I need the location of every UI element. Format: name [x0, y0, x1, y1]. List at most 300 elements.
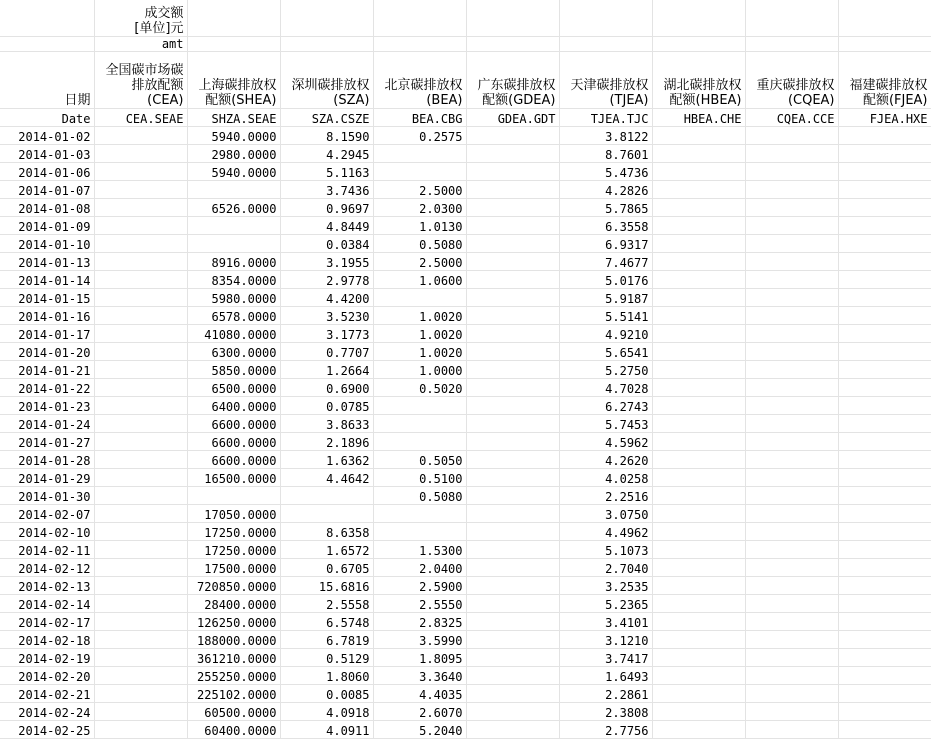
value-cell[interactable] [94, 325, 187, 343]
date-label-cn-cell[interactable]: 日期 [0, 52, 94, 109]
value-cell[interactable]: 3.8633 [280, 415, 373, 433]
value-cell[interactable]: 5.9187 [559, 289, 652, 307]
value-cell[interactable] [838, 163, 931, 181]
value-cell[interactable] [745, 361, 838, 379]
value-cell[interactable] [745, 631, 838, 649]
date-cell[interactable]: 2014-02-19 [0, 649, 94, 667]
value-cell[interactable]: 0.0085 [280, 685, 373, 703]
value-cell[interactable]: 2.7040 [559, 559, 652, 577]
value-cell[interactable] [838, 667, 931, 685]
value-cell[interactable] [652, 217, 745, 235]
value-cell[interactable] [652, 487, 745, 505]
value-cell[interactable] [838, 433, 931, 451]
date-cell[interactable]: 2014-02-18 [0, 631, 94, 649]
value-cell[interactable]: 5.4736 [559, 163, 652, 181]
value-cell[interactable] [466, 559, 559, 577]
value-cell[interactable]: 6300.0000 [187, 343, 280, 361]
value-cell[interactable] [745, 289, 838, 307]
value-cell[interactable]: 3.5990 [373, 631, 466, 649]
value-cell[interactable]: 0.0384 [280, 235, 373, 253]
date-cell[interactable]: 2014-01-21 [0, 361, 94, 379]
value-cell[interactable]: 0.6900 [280, 379, 373, 397]
value-cell[interactable] [94, 721, 187, 739]
cell-empty[interactable] [745, 0, 838, 37]
value-cell[interactable]: 2.0300 [373, 199, 466, 217]
value-cell[interactable] [745, 325, 838, 343]
value-cell[interactable] [466, 649, 559, 667]
date-cell[interactable]: 2014-02-24 [0, 703, 94, 721]
value-cell[interactable] [745, 163, 838, 181]
value-cell[interactable]: 5.1073 [559, 541, 652, 559]
value-cell[interactable] [745, 505, 838, 523]
value-cell[interactable] [466, 361, 559, 379]
value-cell[interactable] [838, 379, 931, 397]
value-cell[interactable] [94, 415, 187, 433]
value-cell[interactable]: 28400.0000 [187, 595, 280, 613]
value-cell[interactable] [745, 307, 838, 325]
value-cell[interactable] [745, 613, 838, 631]
value-cell[interactable]: 1.0020 [373, 307, 466, 325]
value-cell[interactable]: 17050.0000 [187, 505, 280, 523]
value-cell[interactable] [373, 415, 466, 433]
cell-empty[interactable] [280, 37, 373, 52]
value-cell[interactable]: 5.6541 [559, 343, 652, 361]
column-code-cell[interactable]: SZA.CSZE [280, 109, 373, 127]
value-cell[interactable] [652, 361, 745, 379]
value-cell[interactable] [466, 163, 559, 181]
value-cell[interactable] [745, 217, 838, 235]
value-cell[interactable]: 60500.0000 [187, 703, 280, 721]
value-cell[interactable]: 8354.0000 [187, 271, 280, 289]
value-cell[interactable]: 2.7756 [559, 721, 652, 739]
value-cell[interactable] [745, 253, 838, 271]
value-cell[interactable]: 6400.0000 [187, 397, 280, 415]
value-cell[interactable]: 5940.0000 [187, 163, 280, 181]
value-cell[interactable]: 8916.0000 [187, 253, 280, 271]
value-cell[interactable]: 1.0020 [373, 343, 466, 361]
value-cell[interactable] [94, 649, 187, 667]
date-cell[interactable]: 2014-01-07 [0, 181, 94, 199]
value-cell[interactable]: 3.0750 [559, 505, 652, 523]
value-cell[interactable]: 5.2040 [373, 721, 466, 739]
value-cell[interactable]: 2.5000 [373, 253, 466, 271]
column-code-cell[interactable]: CQEA.CCE [745, 109, 838, 127]
value-cell[interactable] [466, 181, 559, 199]
value-cell[interactable] [838, 271, 931, 289]
column-name-cell[interactable]: 深圳碳排放权(SZA) [280, 52, 373, 109]
value-cell[interactable] [466, 379, 559, 397]
date-cell[interactable]: 2014-01-28 [0, 451, 94, 469]
value-cell[interactable] [373, 145, 466, 163]
value-cell[interactable] [745, 181, 838, 199]
value-cell[interactable] [745, 703, 838, 721]
value-cell[interactable]: 3.2535 [559, 577, 652, 595]
value-cell[interactable]: 2.8325 [373, 613, 466, 631]
value-cell[interactable] [94, 361, 187, 379]
value-cell[interactable]: 2.2516 [559, 487, 652, 505]
date-cell[interactable]: 2014-01-09 [0, 217, 94, 235]
value-cell[interactable] [466, 433, 559, 451]
value-cell[interactable] [94, 397, 187, 415]
value-cell[interactable]: 5980.0000 [187, 289, 280, 307]
value-cell[interactable] [373, 523, 466, 541]
cell-empty[interactable] [187, 0, 280, 37]
value-cell[interactable]: 5.2365 [559, 595, 652, 613]
value-cell[interactable] [838, 649, 931, 667]
column-name-cell[interactable]: 重庆碳排放权(CQEA) [745, 52, 838, 109]
value-cell[interactable] [838, 487, 931, 505]
value-cell[interactable] [373, 397, 466, 415]
value-cell[interactable] [652, 595, 745, 613]
value-cell[interactable]: 2.5900 [373, 577, 466, 595]
value-cell[interactable]: 4.2945 [280, 145, 373, 163]
value-cell[interactable] [94, 307, 187, 325]
value-cell[interactable]: 17250.0000 [187, 541, 280, 559]
value-cell[interactable] [745, 271, 838, 289]
value-cell[interactable] [466, 145, 559, 163]
value-cell[interactable]: 41080.0000 [187, 325, 280, 343]
value-cell[interactable] [94, 289, 187, 307]
value-cell[interactable] [745, 451, 838, 469]
value-cell[interactable] [187, 217, 280, 235]
value-cell[interactable]: 6.9317 [559, 235, 652, 253]
value-cell[interactable] [652, 397, 745, 415]
value-cell[interactable] [838, 559, 931, 577]
value-cell[interactable]: 5850.0000 [187, 361, 280, 379]
value-cell[interactable]: 4.0911 [280, 721, 373, 739]
value-cell[interactable] [466, 595, 559, 613]
value-cell[interactable] [838, 613, 931, 631]
value-cell[interactable]: 60400.0000 [187, 721, 280, 739]
value-cell[interactable] [373, 289, 466, 307]
value-cell[interactable] [466, 199, 559, 217]
value-cell[interactable] [94, 199, 187, 217]
value-cell[interactable]: 6.7819 [280, 631, 373, 649]
value-cell[interactable] [652, 235, 745, 253]
value-cell[interactable] [745, 127, 838, 145]
value-cell[interactable] [838, 541, 931, 559]
value-cell[interactable] [466, 415, 559, 433]
column-code-cell[interactable]: HBEA.CHE [652, 109, 745, 127]
cell-empty[interactable] [373, 0, 466, 37]
value-cell[interactable] [838, 631, 931, 649]
value-cell[interactable] [745, 523, 838, 541]
value-cell[interactable]: 2.5558 [280, 595, 373, 613]
value-cell[interactable]: 0.5080 [373, 487, 466, 505]
cell-empty[interactable] [652, 0, 745, 37]
value-cell[interactable] [745, 379, 838, 397]
date-cell[interactable]: 2014-01-15 [0, 289, 94, 307]
value-cell[interactable] [94, 379, 187, 397]
value-cell[interactable] [94, 181, 187, 199]
value-cell[interactable]: 4.0918 [280, 703, 373, 721]
value-cell[interactable] [745, 649, 838, 667]
value-cell[interactable] [745, 397, 838, 415]
value-cell[interactable]: 6.5748 [280, 613, 373, 631]
value-cell[interactable]: 255250.0000 [187, 667, 280, 685]
value-cell[interactable] [94, 523, 187, 541]
date-cell[interactable]: 2014-01-17 [0, 325, 94, 343]
column-code-cell[interactable]: BEA.CBG [373, 109, 466, 127]
date-cell[interactable]: 2014-02-17 [0, 613, 94, 631]
date-cell[interactable]: 2014-01-03 [0, 145, 94, 163]
value-cell[interactable] [745, 145, 838, 163]
value-cell[interactable] [745, 343, 838, 361]
value-cell[interactable] [838, 343, 931, 361]
value-cell[interactable] [94, 667, 187, 685]
value-cell[interactable]: 3.1773 [280, 325, 373, 343]
value-cell[interactable] [652, 379, 745, 397]
date-cell[interactable]: 2014-01-23 [0, 397, 94, 415]
date-cell[interactable]: 2014-02-07 [0, 505, 94, 523]
value-cell[interactable]: 5.7453 [559, 415, 652, 433]
column-code-cell[interactable]: CEA.SEAE [94, 109, 187, 127]
cell-empty[interactable] [559, 0, 652, 37]
value-cell[interactable] [187, 487, 280, 505]
value-cell[interactable] [838, 307, 931, 325]
value-cell[interactable] [280, 505, 373, 523]
value-cell[interactable] [94, 163, 187, 181]
value-cell[interactable]: 6600.0000 [187, 433, 280, 451]
unit-label-cell[interactable] [94, 0, 187, 37]
value-cell[interactable] [94, 217, 187, 235]
value-cell[interactable]: 1.0130 [373, 217, 466, 235]
date-cell[interactable]: 2014-01-10 [0, 235, 94, 253]
value-cell[interactable] [94, 235, 187, 253]
value-cell[interactable]: 15.6816 [280, 577, 373, 595]
value-cell[interactable]: 2.6070 [373, 703, 466, 721]
column-name-cell[interactable]: 福建碳排放权配额(FJEA) [838, 52, 931, 109]
date-cell[interactable]: 2014-01-08 [0, 199, 94, 217]
value-cell[interactable]: 2.2861 [559, 685, 652, 703]
value-cell[interactable]: 4.9210 [559, 325, 652, 343]
value-cell[interactable] [652, 343, 745, 361]
value-cell[interactable] [466, 217, 559, 235]
value-cell[interactable] [745, 235, 838, 253]
value-cell[interactable] [838, 127, 931, 145]
value-cell[interactable]: 2.1896 [280, 433, 373, 451]
value-cell[interactable]: 17250.0000 [187, 523, 280, 541]
value-cell[interactable]: 4.2620 [559, 451, 652, 469]
date-cell[interactable]: 2014-01-27 [0, 433, 94, 451]
value-cell[interactable]: 1.6362 [280, 451, 373, 469]
value-cell[interactable] [745, 559, 838, 577]
value-cell[interactable] [745, 469, 838, 487]
value-cell[interactable]: 4.8449 [280, 217, 373, 235]
value-cell[interactable] [652, 181, 745, 199]
value-cell[interactable] [838, 397, 931, 415]
value-cell[interactable] [838, 289, 931, 307]
value-cell[interactable] [652, 721, 745, 739]
value-cell[interactable] [466, 325, 559, 343]
date-cell[interactable]: 2014-01-24 [0, 415, 94, 433]
field-code-cell[interactable]: amt [94, 37, 187, 52]
value-cell[interactable]: 0.0785 [280, 397, 373, 415]
value-cell[interactable]: 6578.0000 [187, 307, 280, 325]
value-cell[interactable] [838, 199, 931, 217]
value-cell[interactable] [94, 469, 187, 487]
value-cell[interactable] [652, 415, 745, 433]
value-cell[interactable]: 0.7707 [280, 343, 373, 361]
value-cell[interactable] [838, 577, 931, 595]
value-cell[interactable]: 4.2826 [559, 181, 652, 199]
value-cell[interactable] [745, 199, 838, 217]
column-code-cell[interactable]: SHZA.SEAE [187, 109, 280, 127]
value-cell[interactable] [745, 577, 838, 595]
cell-empty[interactable] [373, 37, 466, 52]
value-cell[interactable] [838, 145, 931, 163]
value-cell[interactable]: 3.1955 [280, 253, 373, 271]
value-cell[interactable] [745, 487, 838, 505]
value-cell[interactable]: 6.2743 [559, 397, 652, 415]
date-cell[interactable]: 2014-01-02 [0, 127, 94, 145]
value-cell[interactable]: 4.7028 [559, 379, 652, 397]
value-cell[interactable] [94, 631, 187, 649]
value-cell[interactable] [466, 127, 559, 145]
date-cell[interactable]: 2014-01-06 [0, 163, 94, 181]
value-cell[interactable]: 16500.0000 [187, 469, 280, 487]
date-cell[interactable]: 2014-01-29 [0, 469, 94, 487]
cell-empty[interactable] [559, 37, 652, 52]
value-cell[interactable] [652, 685, 745, 703]
value-cell[interactable]: 0.5129 [280, 649, 373, 667]
value-cell[interactable]: 4.4035 [373, 685, 466, 703]
cell-empty[interactable] [0, 37, 94, 52]
value-cell[interactable] [466, 487, 559, 505]
value-cell[interactable] [838, 685, 931, 703]
value-cell[interactable] [652, 631, 745, 649]
value-cell[interactable]: 1.0020 [373, 325, 466, 343]
value-cell[interactable] [373, 505, 466, 523]
value-cell[interactable] [652, 613, 745, 631]
value-cell[interactable]: 126250.0000 [187, 613, 280, 631]
value-cell[interactable]: 4.0258 [559, 469, 652, 487]
value-cell[interactable] [838, 451, 931, 469]
value-cell[interactable]: 0.6705 [280, 559, 373, 577]
value-cell[interactable] [466, 253, 559, 271]
value-cell[interactable]: 3.3640 [373, 667, 466, 685]
value-cell[interactable] [745, 415, 838, 433]
value-cell[interactable] [838, 253, 931, 271]
date-cell[interactable]: 2014-02-13 [0, 577, 94, 595]
value-cell[interactable]: 7.4677 [559, 253, 652, 271]
value-cell[interactable]: 6.3558 [559, 217, 652, 235]
column-name-cell[interactable]: 上海碳排放权配额(SHEA) [187, 52, 280, 109]
value-cell[interactable] [838, 235, 931, 253]
value-cell[interactable]: 5.1163 [280, 163, 373, 181]
value-cell[interactable]: 5.5141 [559, 307, 652, 325]
value-cell[interactable] [94, 577, 187, 595]
value-cell[interactable] [466, 667, 559, 685]
value-cell[interactable]: 2.0400 [373, 559, 466, 577]
value-cell[interactable] [838, 595, 931, 613]
value-cell[interactable] [466, 397, 559, 415]
value-cell[interactable] [373, 433, 466, 451]
value-cell[interactable] [466, 613, 559, 631]
value-cell[interactable]: 0.5050 [373, 451, 466, 469]
value-cell[interactable]: 4.4200 [280, 289, 373, 307]
value-cell[interactable] [745, 541, 838, 559]
date-cell[interactable]: 2014-01-20 [0, 343, 94, 361]
value-cell[interactable] [94, 685, 187, 703]
value-cell[interactable] [838, 505, 931, 523]
column-name-cell[interactable]: 湖北碳排放权配额(HBEA) [652, 52, 745, 109]
date-cell[interactable]: 2014-01-30 [0, 487, 94, 505]
value-cell[interactable]: 6526.0000 [187, 199, 280, 217]
value-cell[interactable] [838, 523, 931, 541]
value-cell[interactable] [652, 289, 745, 307]
value-cell[interactable] [838, 703, 931, 721]
date-cell[interactable]: 2014-02-20 [0, 667, 94, 685]
value-cell[interactable]: 0.5080 [373, 235, 466, 253]
value-cell[interactable]: 8.1590 [280, 127, 373, 145]
value-cell[interactable] [652, 577, 745, 595]
value-cell[interactable] [466, 703, 559, 721]
value-cell[interactable] [466, 631, 559, 649]
value-cell[interactable] [94, 145, 187, 163]
cell-empty[interactable] [466, 0, 559, 37]
value-cell[interactable] [94, 487, 187, 505]
value-cell[interactable] [652, 667, 745, 685]
value-cell[interactable] [466, 721, 559, 739]
value-cell[interactable] [94, 271, 187, 289]
value-cell[interactable]: 4.4642 [280, 469, 373, 487]
value-cell[interactable] [652, 433, 745, 451]
value-cell[interactable]: 17500.0000 [187, 559, 280, 577]
value-cell[interactable] [652, 451, 745, 469]
value-cell[interactable] [652, 127, 745, 145]
value-cell[interactable] [94, 343, 187, 361]
value-cell[interactable] [187, 181, 280, 199]
value-cell[interactable] [838, 469, 931, 487]
value-cell[interactable]: 5940.0000 [187, 127, 280, 145]
column-name-cell[interactable]: 北京碳排放权(BEA) [373, 52, 466, 109]
value-cell[interactable]: 1.6493 [559, 667, 652, 685]
column-code-cell[interactable]: GDEA.GDT [466, 109, 559, 127]
value-cell[interactable] [94, 433, 187, 451]
value-cell[interactable] [652, 271, 745, 289]
value-cell[interactable] [838, 415, 931, 433]
date-cell[interactable]: 2014-02-10 [0, 523, 94, 541]
value-cell[interactable]: 2.5550 [373, 595, 466, 613]
value-cell[interactable] [745, 685, 838, 703]
date-cell[interactable]: 2014-01-14 [0, 271, 94, 289]
value-cell[interactable] [466, 577, 559, 595]
value-cell[interactable] [838, 325, 931, 343]
value-cell[interactable]: 1.6572 [280, 541, 373, 559]
value-cell[interactable] [94, 613, 187, 631]
cell-empty[interactable] [187, 37, 280, 52]
column-name-cell[interactable]: 天津碳排放权(TJEA) [559, 52, 652, 109]
value-cell[interactable]: 6600.0000 [187, 415, 280, 433]
value-cell[interactable] [466, 235, 559, 253]
value-cell[interactable] [466, 469, 559, 487]
value-cell[interactable]: 225102.0000 [187, 685, 280, 703]
date-label-en-cell[interactable]: Date [0, 109, 94, 127]
value-cell[interactable]: 3.1210 [559, 631, 652, 649]
value-cell[interactable]: 4.4962 [559, 523, 652, 541]
value-cell[interactable] [652, 253, 745, 271]
value-cell[interactable] [466, 343, 559, 361]
value-cell[interactable] [466, 289, 559, 307]
date-cell[interactable]: 2014-02-25 [0, 721, 94, 739]
date-cell[interactable]: 2014-02-11 [0, 541, 94, 559]
value-cell[interactable]: 6600.0000 [187, 451, 280, 469]
value-cell[interactable]: 3.5230 [280, 307, 373, 325]
cell-empty[interactable] [838, 37, 931, 52]
value-cell[interactable]: 0.5020 [373, 379, 466, 397]
column-name-cell[interactable]: 广东碳排放权配额(GDEA) [466, 52, 559, 109]
